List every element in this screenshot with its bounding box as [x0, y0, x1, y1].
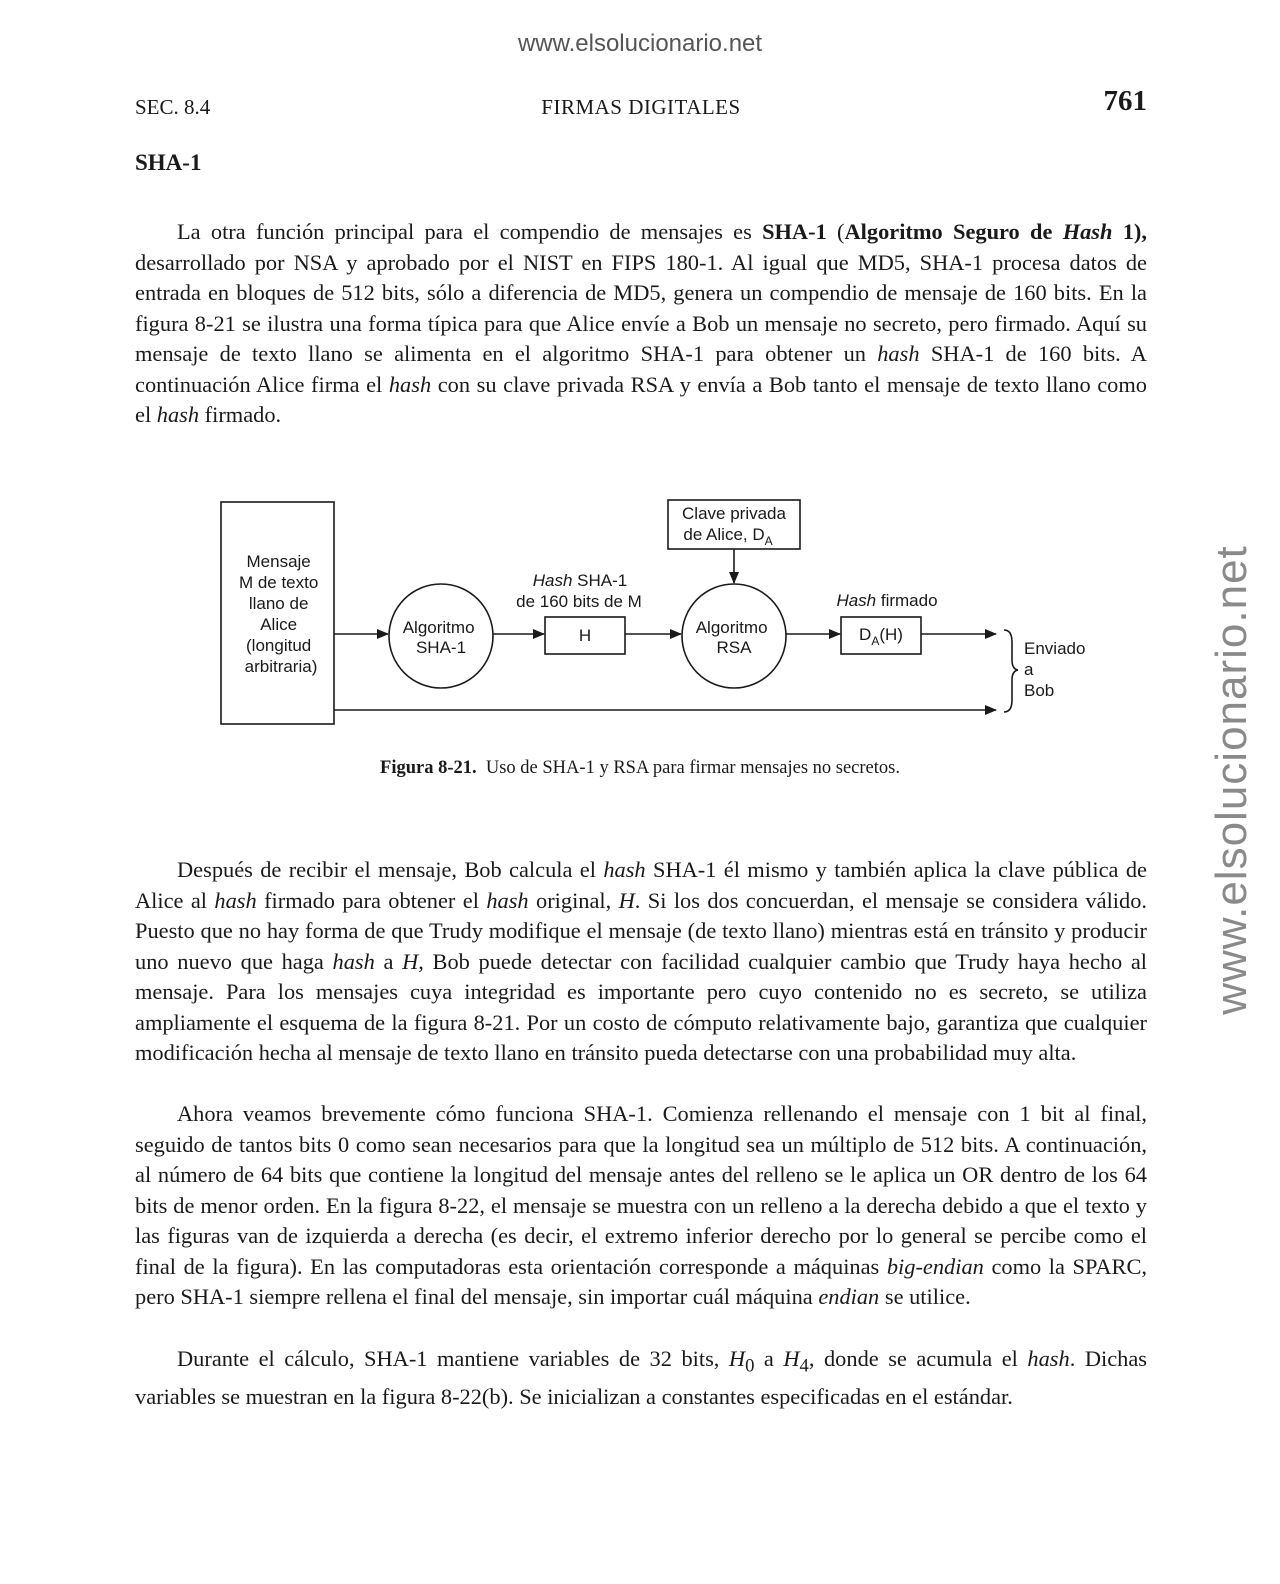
figure-caption-text: Uso de SHA-1 y RSA para firmar mensajes no secretos.	[476, 758, 900, 778]
signed-hash-label: Hash firmado	[836, 591, 938, 610]
chapter-title: FIRMAS DIGITALES	[541, 95, 741, 119]
paragraph-3: Ahora veamos brevemente cómo funciona SHA-1. Comienza rellenando el mensaje con 1 bit al final, seguido de tantos bits 0 como sean necesarios para que la longitud sea un múltiplo de 512 bits. A continuación, al número de 64 bits que contiene la longitud del mensaje antes del relleno se le aplica un OR dentro de los 64 bits de menor orden. En la figura 8-22, el mensaje se muestra con un relleno a la derecha debido a que el texto y las figuras van de izquierda a derecha (es decir, el extremo inferior derecho por lo general se percibe como el final de la figura). En las computadoras esta orientación corresponde a máquinas big-endian como la SPARC, pero SHA-1 siempre rellena el final del mensaje, sin importar cuál máquina endian se utilice.	[135, 1101, 1148, 1309]
brace	[1004, 630, 1018, 712]
figure-8-21-diagram	[0, 0, 1280, 760]
message-box-label: Mensaje M de texto llano de Alice (longitud arbitraria)	[238, 552, 319, 676]
watermark-top: www.elsolucionario.net	[517, 30, 763, 57]
private-key-label-line1: Clave privada	[682, 504, 786, 523]
paragraph-4: Durante el cálculo, SHA-1 mantiene variables de 32 bits, $H_0$ a $H_4$, donde se acumula el hash. Dichas variables se muestran en la figura 8-22(b). Se inicializan a constantes especificadas en el estándar.	[135, 1346, 1148, 1409]
signed-hash-box-label: $D_A(H)$	[859, 625, 903, 648]
sent-to-bob-label: Enviado a Bob	[1024, 639, 1086, 700]
figure-caption	[0, 758, 1280, 779]
watermark-side: www.elsolucionario.net	[1207, 545, 1256, 1015]
hash-label: Hash SHA-1	[532, 571, 628, 590]
paragraph-2: Después de recibir el mensaje, Bob calcula el hash SHA-1 él mismo y también aplica la clave pública de Alice al hash firmado para obtener el hash original, H. Si los dos concuerdan, el mensaje se considera válido. Puesto que no hay forma de que Trudy modifique el mensaje (de texto llano) mientras está en tránsito y producir uno nuevo que haga hash a H, Bob puede detectar con facilidad cualquier cambio que Trudy haya hecho al mensaje. Para los mensajes cuya integridad es importante pero cuyo contenido no es secreto, se utiliza ampliamente el esquema de la figura 8-21. Por un costo de cómputo relativamente bajo, garantiza que cualquier modificación hecha al mensaje de texto llano en tránsito pueda detectarse con una probabilidad muy alta.	[135, 857, 1147, 1065]
section-number: SEC. 8.4	[135, 95, 211, 119]
private-key-label-line2: de Alice, $D_A$	[683, 525, 773, 548]
page-number: 761	[1103, 85, 1147, 117]
hash-label-line2: de 160 bits de M	[516, 592, 642, 611]
figure-caption-label: Figura 8-21.	[380, 758, 477, 778]
rsa-circle-label: Algoritmo RSA	[695, 618, 768, 657]
sha1-circle-label: Algoritmo SHA-1	[402, 618, 475, 657]
section-heading: SHA-1	[135, 150, 202, 175]
message-box	[221, 502, 334, 724]
hash-box-label: H	[578, 626, 592, 645]
paragraph-1: La otra función principal para el compendio de mensajes es SHA-1 (Algoritmo Seguro de Hash 1), desarrollado por NSA y aprobado por el NIST en FIPS 180-1. Al igual que MD5, SHA-1 procesa datos de entrada en bloques de 512 bits, sólo a diferencia de MD5, genera un compendio de mensaje de 160 bits. En la figura 8-21 se ilustra una forma típica para que Alice envíe a Bob un mensaje no secreto, pero firmado. Aquí su mensaje de texto llano se alimenta en el algoritmo SHA-1 para obtener un hash SHA-1 de 160 bits. A continuación Alice firma el hash con su clave privada RSA y envía a Bob tanto el mensaje de texto llano como el hash firmado.	[135, 219, 1147, 427]
